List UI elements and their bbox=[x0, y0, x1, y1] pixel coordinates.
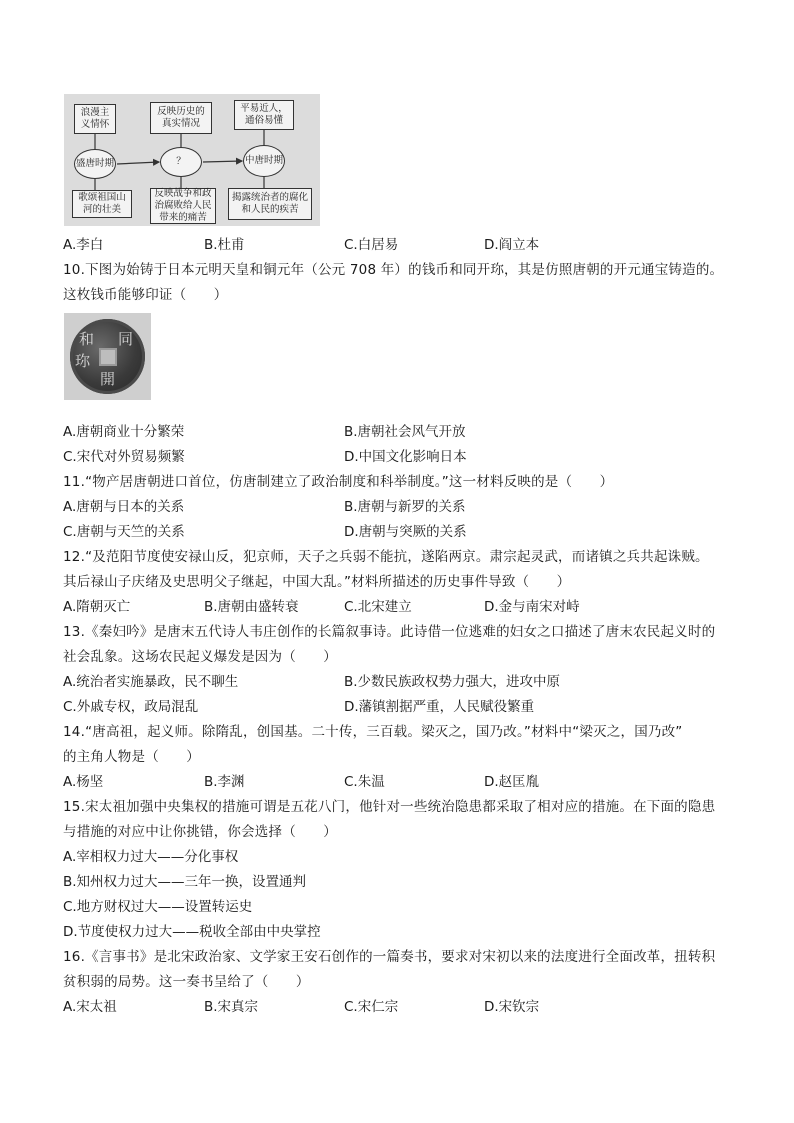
q13-stem-line2: 社会乱象。这场农民起义爆发是因为（ ） bbox=[63, 649, 337, 665]
q11-option-c: C.唐朝与天竺的关系 bbox=[63, 524, 185, 540]
q11-option-a: A.唐朝与日本的关系 bbox=[63, 499, 185, 515]
q14-option-a: A.杨坚 bbox=[63, 774, 104, 790]
q16-option-c: C.宋仁宗 bbox=[344, 999, 399, 1015]
circle-mid: ？ bbox=[160, 147, 202, 177]
arrow-line bbox=[117, 162, 159, 164]
q16-stem-line2: 贫积弱的局势。这一奏书呈给了（ ） bbox=[63, 974, 310, 990]
coin-char-top-right: 同 bbox=[118, 330, 134, 348]
q15-option-b: B.知州权力过大——三年一换，设置通判 bbox=[63, 874, 307, 890]
q16-option-a: A.宋太祖 bbox=[63, 999, 117, 1015]
q11-option-b: B.唐朝与新罗的关系 bbox=[344, 499, 466, 515]
q9-option-c: C.白居易 bbox=[344, 237, 399, 253]
circle-left: 盛唐时期 bbox=[74, 149, 116, 179]
q15-option-a: A.宰相权力过大——分化事权 bbox=[63, 849, 239, 865]
q13-option-c: C.外戚专权，政局混乱 bbox=[63, 699, 199, 715]
q13-option-a: A.统治者实施暴政，民不聊生 bbox=[63, 674, 239, 690]
q16-option-b: B.宋真宗 bbox=[204, 999, 259, 1015]
q14-option-c: C.朱温 bbox=[344, 774, 385, 790]
q10-stem-line2: 这枚钱币能够印证（ ） bbox=[63, 287, 228, 303]
box-bottom-left: 歌颂祖国山河的壮美 bbox=[72, 190, 132, 218]
q14-stem-line2: 的主角人物是（ ） bbox=[63, 749, 200, 765]
q10-option-c: C.宋代对外贸易频繁 bbox=[63, 449, 185, 465]
box-top-mid: 反映历史的真实情况 bbox=[150, 102, 212, 134]
coin-char-top-left: 和 bbox=[79, 330, 95, 348]
q12-option-d: D.金与南宋对峙 bbox=[484, 599, 580, 615]
box-bottom-mid: 反映战争和政治腐败给人民带来的痛苦 bbox=[150, 188, 216, 224]
q14-option-d: D.赵匡胤 bbox=[484, 774, 540, 790]
box-bottom-right: 揭露统治者的腐化和人民的疾苦 bbox=[228, 188, 312, 220]
q10-option-a: A.唐朝商业十分繁荣 bbox=[63, 424, 185, 440]
q16-stem-line1: 16.《言事书》是北宋政治家、文学家王安石创作的一篇奏书，要求对宋初以来的法度进行全面改革，扭转积 bbox=[63, 949, 716, 965]
q9-diagram bbox=[64, 94, 320, 226]
q16-option-d: D.宋钦宗 bbox=[484, 999, 540, 1015]
coin bbox=[70, 319, 145, 394]
q12-stem-line1: 12.“及范阳节度使安禄山反，犯京师，天子之兵弱不能抗，遂陷两京。肃宗起灵武，而诸镇之兵共起诛贼。 bbox=[63, 549, 709, 565]
q15-option-c: C.地方财权过大——设置转运史 bbox=[63, 899, 253, 915]
q13-stem-line1: 13.《秦妇吟》是唐末五代诗人韦庄创作的长篇叙事诗。此诗借一位逃难的妇女之口描述了唐末农民起义时的 bbox=[63, 624, 716, 640]
q14-option-b: B.李渊 bbox=[204, 774, 245, 790]
coin-char-bottom: 開 bbox=[100, 370, 116, 388]
coin-square-hole bbox=[99, 348, 117, 366]
coin-char-left: 珎 bbox=[75, 352, 91, 370]
circle-right: 中唐时期 bbox=[243, 145, 285, 177]
q10-option-d: D.中国文化影响日本 bbox=[344, 449, 467, 465]
q15-option-d: D.节度使权力过大——税收全部由中央掌控 bbox=[63, 924, 321, 940]
box-top-left: 浪漫主义情怀 bbox=[74, 104, 116, 134]
q12-option-b: B.唐朝由盛转衰 bbox=[204, 599, 299, 615]
arrow-line bbox=[203, 161, 242, 162]
q9-option-a: A.李白 bbox=[63, 237, 104, 253]
q11-stem: 11.“物产居唐朝进口首位，仿唐制建立了政治制度和科举制度。”这一材料反映的是（ ） bbox=[63, 474, 614, 490]
coin-image bbox=[64, 313, 151, 400]
q12-option-c: C.北宋建立 bbox=[344, 599, 412, 615]
q13-option-d: D.藩镇割据严重，人民赋役繁重 bbox=[344, 699, 535, 715]
box-top-right: 平易近人，通俗易懂 bbox=[234, 100, 294, 130]
q11-option-d: D.唐朝与突厥的关系 bbox=[344, 524, 467, 540]
q15-stem-line2: 与措施的对应中让你挑错，你会选择（ ） bbox=[63, 824, 337, 840]
q10-option-b: B.唐朝社会风气开放 bbox=[344, 424, 466, 440]
q12-option-a: A.隋朝灭亡 bbox=[63, 599, 131, 615]
q9-option-d: D.阎立本 bbox=[484, 237, 540, 253]
q14-stem-line1: 14.“唐高祖，起义师。除隋乱，创国基。二十传，三百载。梁灭之，国乃改。”材料中“梁灭之，国乃改” bbox=[63, 724, 683, 740]
q12-stem-line2: 其后禄山子庆绪及史思明父子继起，中国大乱。”材料所描述的历史事件导致（ ） bbox=[63, 574, 571, 590]
q10-stem-line1: 10.下图为始铸于日本元明天皇和铜元年（公元 708 年）的钱币和同开珎，其是仿照唐朝的开元通宝铸造的。 bbox=[63, 262, 724, 278]
q15-stem-line1: 15.宋太祖加强中央集权的措施可谓是五花八门，他针对一些统治隐患都采取了相对应的措施。在下面的隐患 bbox=[63, 799, 716, 815]
q9-option-b: B.杜甫 bbox=[204, 237, 245, 253]
q13-option-b: B.少数民族政权势力强大，进攻中原 bbox=[344, 674, 561, 690]
